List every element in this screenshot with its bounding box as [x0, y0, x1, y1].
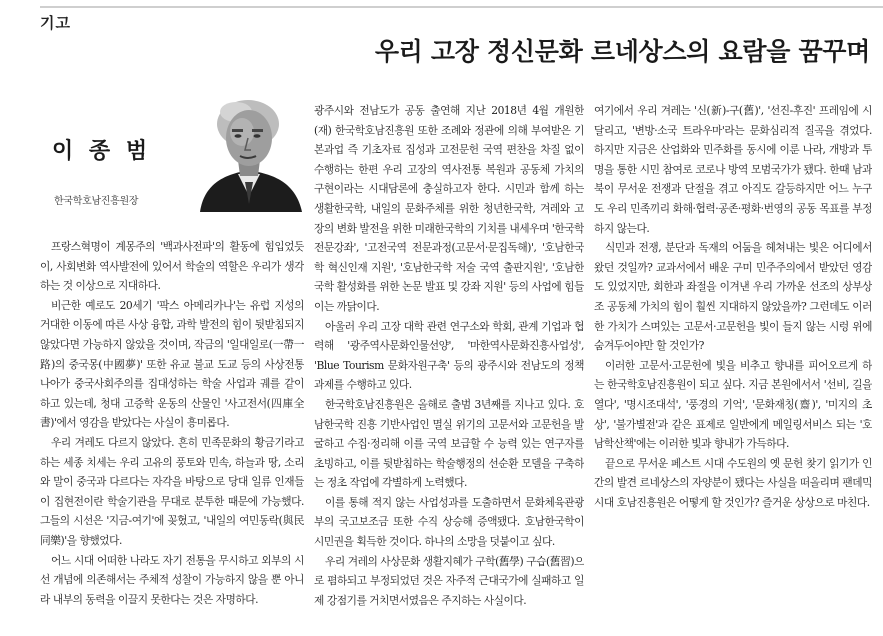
- paragraph: 한국학호남진흥원은 올해로 출범 3년째를 지나고 있다. 호남한국학 진흥 기반사업인 멸실 위기의 고문서와 고문헌을 발굴하고 수집·정리해 이를 국역 보급할 수 능력 있는 연구자를 초빙하고, 이를 뒷받침하는 학술행정의 선순환 모델을 구축하는 정초 작업에 각별하게 노력했다.: [314, 397, 584, 490]
- paragraph: 우리 겨레의 사상문화 생활지혜가 구학(舊學) 구습(舊習)으로 폄하되고 부정되었던 것은 자주적 근대국가에 실패하고 일제 강점기를 거치면서였음은 주지하는 사실이다.: [314, 554, 584, 607]
- top-rule: [40, 6, 883, 8]
- section-label: 기고: [40, 14, 71, 32]
- paragraph: 비근한 예로도 20세기 '팍스 아메리카나'는 유럽 지성의 거대한 이동에 따른 사상 융합, 과학 발전의 힘이 뒷받침되지 않았다면 가능하지 않았을 것이며, 작금의 '일대일로(一帶一路)의 중국몽(中國夢)' 또한 유교 불교 도교 등의 사상전통 나아가 중국사회주의를 집대성하는 학술 사업과 궤를 같이하고 있는데, 청대 고증학 운동의 산물인 '사고전서(四庫全書)'에서 영감을 받았다는 사실이 흥미롭다.: [40, 298, 304, 430]
- body-column-2: [314, 101, 584, 631]
- author-box: [40, 92, 310, 217]
- paragraph: 여기에서 우리 겨레는 '신(新)-구(舊)', '선진-후진' 프레임에 시달리고, '변방·소국 트라우마'라는 문화심리적 질곡을 겪었다. 하지만 지금은 산업화와 민주화를 동시에 이룬 나라, 개방과 투명을 통한 시민 참여로 코로나 방역 모범국가가 됐다. 한때 남과 북이 무서운 전쟁과 단절을 겪고 아직도 갈등하지만 어느 누구도 우리 민족끼리 화해·협력·공존·평화·번영의 공동 목표를 부정하지 않는다.: [594, 104, 872, 235]
- paragraph: 우리 겨레도 다르지 않았다. 흔히 민족문화의 황금기라고 하는 세종 치세는 우리 고유의 풍토와 민속, 하늘과 땅, 소리와 말이 중국과 다르다는 자각을 바탕으로 당대 일류 인재들이 집현전이란 학술기관을 무대로 분투한 때문에 가능했다. 그들의 시선은 '지금-여기'에 꽂혔고, '내일의 여민동락(與民同樂)'을 향했었다.: [40, 435, 304, 547]
- paragraph: 식민과 전쟁, 분단과 독재의 어둠을 헤쳐내는 빛은 어디에서 왔던 것일까? 교과서에서 배운 구미 민주주의에서 받았던 영감도 있었지만, 회한과 좌절을 이겨낸 우리 가까운 선조의 상부상조 공동체 가치의 힘이 훨씬 지대하지 않았을까? 그런데도 이러한 가치가 스며있는 고문서·고문헌을 빛이 들지 않는 시렁 위에 숨겨두어야만 할 것인가?: [594, 241, 872, 353]
- paragraph: 아울러 우리 고장 대학 관련 연구소와 학회, 관계 기업과 협력해 '광주역사문화인물선양', '마한역사문화진흥사업성', 'Blue Tourism 문화자원구축' 등의 광주시와 전남도의 정책과제를 수행하고 있다.: [314, 319, 584, 392]
- body-column-3: [594, 101, 872, 631]
- author-role: 한국학호남진흥원장: [54, 196, 139, 207]
- paragraph: 프랑스혁명이 계몽주의 '백과사전파'의 활동에 힘입었듯이, 사회변화 역사발전에 있어서 학술의 역할은 우리가 생각하는 것 이상으로 지대하다.: [40, 240, 304, 293]
- paragraph: 이를 통해 적지 않는 사업성과를 도출하면서 문화체육관광부의 국고보조금 또한 수직 상승해 증액됐다. 호남한국학이 시민권을 획득한 것이다. 하나의 소망을 덧붙이고 싶다.: [314, 495, 584, 549]
- headline: 우리 고장 정신문화 르네상스의 요람을 꿈꾸며: [374, 37, 870, 66]
- paragraph: 광주시와 전남도가 공동 출연해 지난 2018년 4월 개원한 (재) 한국학호남진흥원 또한 조례와 정관에 의해 부여받은 기본과업 즉 기초자료 집성과 고전문헌 국역 편찬을 차질 없이 수행하는 한편 우리 고장의 역사전통 복원과 공동체 가치의 구현이라는 시대담론에 충실하고자 한다. 시민과 함께 하는 생활한국학, 내일의 문화주체를 위한 청년한국학, 겨레와 고장의 변화 발전을 위한 미래한국학의 기치를 내세우며 '한국학 전문강좌', '고전국역 전문과정(고문서·문집독해)', '호남한국학 혁신인재 지원', '호남한국학 저술 국역 출판지원', '호남한국학 활성화를 위한 논문 발표 및 강좌 지원' 등의 사업에 힘들이는 까닭이다.: [314, 104, 584, 313]
- paragraph: 끝으로 무서운 페스트 시대 수도원의 옛 문헌 찾기 읽기가 인간의 발견 르네상스의 자양분이 됐다는 사실을 떠올리며 팬데믹 시대 호남진흥원은 어떻게 할 것인가? 즐거운 상상으로 마친다.: [594, 456, 872, 509]
- author-name: 이 종 범: [52, 139, 152, 164]
- body-column-1: [40, 237, 304, 632]
- paragraph: 어느 시대 어떠한 나라도 자기 전통을 무시하고 외부의 시선 개념에 의존해서는 주체적 성찰이 가능하지 않을 뿐 아니라 내부의 동력을 이끌지 못한다는 것은 자명하다.: [40, 553, 304, 606]
- paragraph: 이러한 고문서·고문헌에 빛을 비추고 향내를 피어오르게 하는 한국학호남진흥원이 되고 싶다. 지금 본원에서서 '선비, 길을 열다', '명시조대석', '풍경의 기억', '문화재칭(齋)', '미지의 초상', '불가별전'과 같은 표제로 일반에게 메일링서비스 되는 '호남학산책'에는 이러한 빛과 향내가 가득하다.: [594, 358, 872, 451]
- author-portrait: [190, 92, 308, 212]
